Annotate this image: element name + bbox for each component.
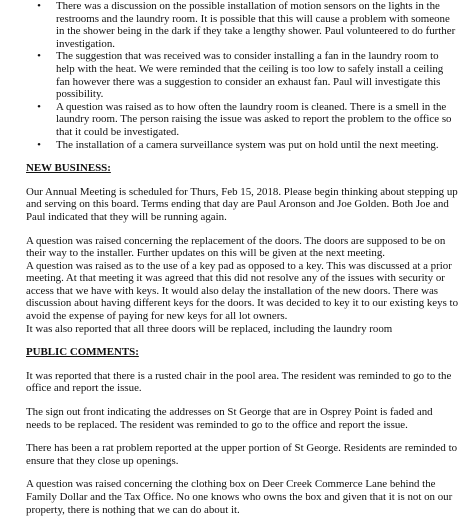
bullet-list [26, 0, 458, 151]
public-comments-heading: PUBLIC COMMENTS: [26, 346, 139, 359]
new-business-paragraph: A question was raised concerning the replacement of the doors. The doors are supposed to be on their way to the installer. Further updates on this will be given at the next meeting. [26, 234, 446, 260]
bullet-icon: • [37, 0, 41, 12]
paragraph-spacer [26, 395, 458, 406]
public-comment-paragraph: A question was raised concerning the clothing box on Deer Creek Commerce Lane behind the Family Dollar and the Tax Office. No one knows who owns the box and given that it is not on our property, there is nothing that we can do about it. [26, 478, 453, 516]
bullet-text: The suggestion that was received was to consider installing a fan in the laundry room to help with the heat. We were reminded that the ceiling is too low to safely install a ceiling fan however there was a suggestion to consider an exhaust fan. Paul will investigate this possibility. [56, 50, 444, 101]
new-business-paragraph: Our Annual Meeting is scheduled for Thurs, Feb 15, 2018. Please begin thinking about stepping up and serving on this board. Terms ending that day are Paul Aronson and Joe Golden. Both Joe and Paul indicated that they will be running again. [26, 185, 458, 223]
bullet-text: A question was raised as to how often the laundry room is cleaned. There is a smell in the laundry room. The person raising the issue was asked to report the problem to the office so that it could be investigated. [56, 100, 452, 138]
paragraph-spacer [26, 431, 458, 442]
public-comment-paragraph: The sign out front indicating the addresses on St George that are in Osprey Point is faded and needs to be replaced. The resident was reminded to go to the office and report the issue. [26, 406, 433, 431]
bullet-item [37, 50, 458, 101]
bullet-item [37, 100, 458, 139]
bullet-icon: • [37, 138, 41, 151]
new-business-paragraph: It was also reported that all three doors will be replaced, including the laundry room [26, 322, 393, 335]
bullet-item [37, 138, 458, 152]
bullet-item [37, 0, 458, 50]
new-business-heading: NEW BUSINESS: [26, 162, 111, 175]
bullet-icon: • [37, 100, 41, 113]
public-comment-paragraph: It was reported that there is a rusted chair in the pool area. The resident was reminded to go to the office and report the issue. [26, 369, 452, 395]
bullet-icon: • [37, 50, 41, 63]
paragraph-spacer [26, 224, 458, 235]
bullet-text: The installation of a camera surveillance system was put on hold until the next meeting. [56, 138, 439, 151]
new-business-paragraph: A question was raised as to the use of a key pad as opposed to a key. This was discussed at a prior meeting. At that meeting it was agreed that this did not resolve any of the issues with security or access that we have with keys. It would also delay the installation of the new doors. There was discussion about having different keys for the doors. It was decided to key it to our existing keys to avoid the expense of paying for new keys for all lot owners. [26, 259, 459, 323]
public-comment-paragraph: There has been a rat problem reported at the upper portion of St George. Residents are reminded to ensure that they close up openings. [26, 442, 458, 467]
paragraph-spacer [26, 467, 458, 478]
bullet-text: There was a discussion on the possible installation of motion sensors on the lights in the restrooms and the laundry room. It is possible that this will cause a problem with someone in the shower being in the dark if they take a lengthy shower. Paul volunteered to do further investigation. [56, 0, 456, 50]
